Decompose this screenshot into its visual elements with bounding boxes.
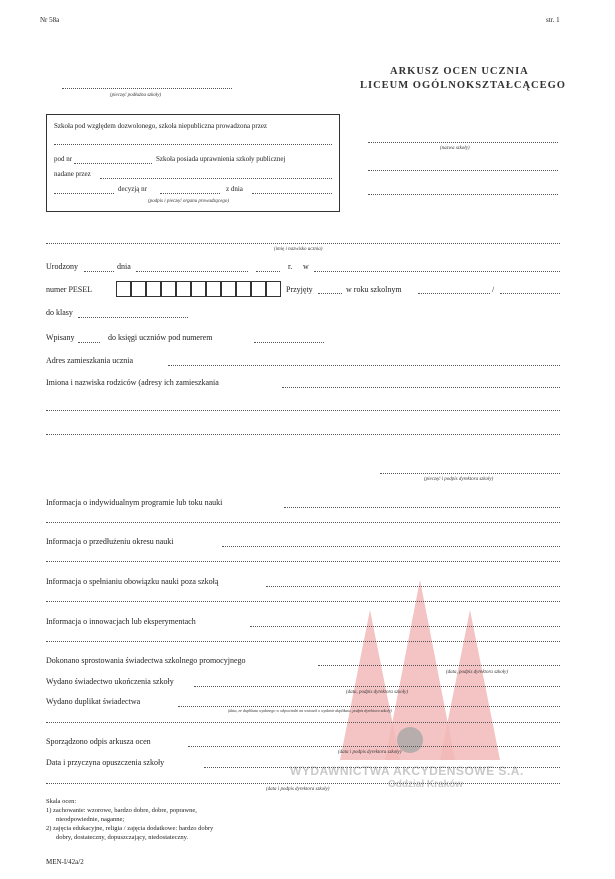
page-number: str. 1 bbox=[546, 16, 560, 24]
in-label-a: r. bbox=[288, 262, 293, 271]
school-name-line[interactable] bbox=[368, 142, 558, 143]
box-line4-label-b: z dnia bbox=[226, 185, 243, 193]
box-line1: Szkoła pod względem dozwolonego, szkoła niepubliczna prowadzona przez bbox=[54, 122, 268, 130]
info-extension-dots2[interactable] bbox=[46, 561, 560, 562]
info-other-dots2[interactable] bbox=[46, 641, 560, 642]
pesel-digit-box[interactable] bbox=[251, 281, 266, 297]
in-label: w bbox=[303, 262, 309, 271]
principal-signature-caption2: (data, podpis dyrektora szkoły) bbox=[446, 670, 509, 675]
cert-issued-label: Wydano świadectwo ukończenia szkoły bbox=[46, 677, 174, 686]
admitted-label: Przyjęty bbox=[286, 285, 313, 294]
address-label: Adres zamieszkania ucznia bbox=[46, 356, 134, 365]
principal-signature-caption3: (data, podpis dyrektora szkoły) bbox=[346, 690, 409, 695]
principal-signature-caption1: (pieczęć i podpis dyrektora szkoły) bbox=[424, 477, 494, 482]
leave-dots2[interactable] bbox=[46, 783, 560, 784]
school-body-line2[interactable] bbox=[368, 194, 558, 195]
copy-dots[interactable] bbox=[188, 746, 560, 747]
box-line2-text: Szkoła posiada uprawnienia szkoły publicznej bbox=[156, 155, 286, 163]
box-line1-dots[interactable] bbox=[54, 144, 332, 145]
leave-dots1[interactable] bbox=[204, 767, 560, 768]
school-stamp-line[interactable] bbox=[62, 88, 232, 89]
parents-dots3[interactable] bbox=[46, 434, 560, 435]
pesel-digit-box[interactable] bbox=[266, 281, 281, 297]
box-line3-label: nadane przez bbox=[54, 170, 91, 178]
footer-code: MEN-I/42a/2 bbox=[46, 858, 84, 866]
school-stamp-caption: (pieczęć podłużna szkoły) bbox=[110, 93, 162, 98]
info-other-dots1[interactable] bbox=[250, 626, 560, 627]
duplicate-cert-dots[interactable] bbox=[318, 665, 560, 666]
box-line4-dots-c[interactable] bbox=[252, 193, 332, 194]
principal-signature-caption4: (data i podpis dyrektora szkoły) bbox=[338, 750, 402, 755]
info-compulsory-dots1[interactable] bbox=[266, 586, 560, 587]
box-line2-label: pod nr bbox=[54, 155, 73, 163]
leave-label: Data i przyczyna opuszczenia szkoły bbox=[46, 758, 165, 767]
born-label: Urodzony bbox=[46, 262, 78, 271]
pesel-digit-box[interactable] bbox=[116, 281, 131, 297]
register-label: do księgi uczniów pod numerem bbox=[108, 333, 213, 342]
student-name-caption: (imię i nazwisko ucznia) bbox=[274, 247, 323, 252]
parents-dots2[interactable] bbox=[46, 410, 560, 411]
entered-label: Wpisany bbox=[46, 333, 75, 342]
info-extension-label: Informacja o przedłużeniu okresu nauki bbox=[46, 537, 174, 546]
watermark-text-line1: WYDAWNICTWA AKCYDENSOWE S.A. bbox=[290, 764, 524, 778]
box-line3-dots[interactable] bbox=[100, 178, 332, 179]
form-title-line2: LICEUM OGÓLNOKSZTAŁCĄCEGO bbox=[360, 80, 566, 91]
address-dots[interactable] bbox=[168, 365, 560, 366]
school-body-line1[interactable] bbox=[368, 170, 558, 171]
legend-line1: 1) zachowanie: wzorowe, bardzo dobre, dobre, poprawne, bbox=[46, 807, 197, 814]
born-dots1[interactable] bbox=[84, 271, 114, 272]
box-caption: (podpis i pieczęć organu prowadzącego) bbox=[148, 199, 230, 204]
slash: / bbox=[492, 285, 495, 294]
pesel-digit-box[interactable] bbox=[176, 281, 191, 297]
box-line2-dots[interactable] bbox=[74, 163, 152, 164]
class-label: do klasy bbox=[46, 308, 73, 317]
day-label: dnia bbox=[117, 262, 131, 271]
school-name-caption: (nazwa szkoły) bbox=[440, 146, 470, 151]
school-year-label: w roku szkolnym bbox=[346, 285, 402, 294]
watermark-text-line2: Oddział Kraków bbox=[388, 779, 464, 790]
info-program-dots2[interactable] bbox=[46, 522, 560, 523]
pesel-digit-box[interactable] bbox=[191, 281, 206, 297]
school-year-dots2[interactable] bbox=[500, 293, 560, 294]
register-dots[interactable] bbox=[254, 342, 324, 343]
info-compulsory-dots2[interactable] bbox=[46, 601, 560, 602]
info-extension-dots1[interactable] bbox=[222, 546, 560, 547]
legend-heading: Skala ocen: bbox=[46, 798, 77, 805]
pesel-digit-box[interactable] bbox=[146, 281, 161, 297]
pesel-label: numer PESEL bbox=[46, 285, 92, 294]
dup-issued-dots[interactable] bbox=[178, 706, 560, 707]
box-line4-label-a: decyzją nr bbox=[118, 185, 147, 193]
born-date-dots[interactable] bbox=[136, 271, 248, 272]
pesel-digit-box[interactable] bbox=[161, 281, 176, 297]
cert-issued-dots[interactable] bbox=[194, 686, 560, 687]
legend-line2b: dobry, dostateczny, dopuszczający, niedostateczny. bbox=[56, 834, 189, 841]
pesel-digit-box[interactable] bbox=[221, 281, 236, 297]
student-name-line[interactable] bbox=[46, 243, 560, 244]
pesel-digit-box[interactable] bbox=[131, 281, 146, 297]
dup-issued-dots2[interactable] bbox=[46, 722, 560, 723]
copy-label: Sporządzono odpis arkusza ocen bbox=[46, 737, 151, 746]
pesel-digit-box[interactable] bbox=[206, 281, 221, 297]
born-year-dots[interactable] bbox=[256, 271, 280, 272]
form-number: Nr 58a bbox=[40, 16, 60, 24]
box-line4-dots-a[interactable] bbox=[54, 193, 114, 194]
info-program-dots1[interactable] bbox=[284, 507, 560, 508]
class-dots[interactable] bbox=[78, 317, 188, 318]
school-year-dots1[interactable] bbox=[418, 293, 490, 294]
principal-signature-line1[interactable] bbox=[380, 473, 560, 474]
born-place-dots[interactable] bbox=[314, 271, 560, 272]
form-title-line1: ARKUSZ OCEN UCZNIA bbox=[390, 66, 529, 77]
admitted-dots[interactable] bbox=[318, 293, 342, 294]
pesel-digit-box[interactable] bbox=[236, 281, 251, 297]
duplicate-cert-label: Dokonano sprostowania świadectwa szkolnego promocyjnego bbox=[46, 656, 246, 665]
info-program-label: Informacja o indywidualnym programie lub toku nauki bbox=[46, 498, 223, 507]
box-line4-dots-b[interactable] bbox=[160, 193, 220, 194]
entered-dots1[interactable] bbox=[78, 342, 100, 343]
info-compulsory-label: Informacja o spełnianiu obowiązku nauki poza szkołą bbox=[46, 577, 219, 586]
principal-signature-caption5: (data i podpis dyrektora szkoły) bbox=[266, 787, 330, 792]
parents-label: Imiona i nazwiska rodziców (adresy ich zamieszkania bbox=[46, 378, 219, 387]
legend-line2: 2) zajęcia edukacyjne, religia / zajęcia dodatkowe: bardzo dobry bbox=[46, 825, 214, 832]
dup-issued-label: Wydano duplikat świadectwa bbox=[46, 697, 141, 706]
info-other-label: Informacja o innowacjach lub eksperymentach bbox=[46, 617, 196, 626]
parents-dots1[interactable] bbox=[282, 387, 560, 388]
legend-line1b: nieodpowiednie, naganne; bbox=[56, 816, 125, 823]
duplicate-note-caption: (data, nr duplikatu wydanego w odpowiedzi na wniosek o wydanie duplikatu, podpis dyrektora szkoły) bbox=[228, 708, 392, 713]
